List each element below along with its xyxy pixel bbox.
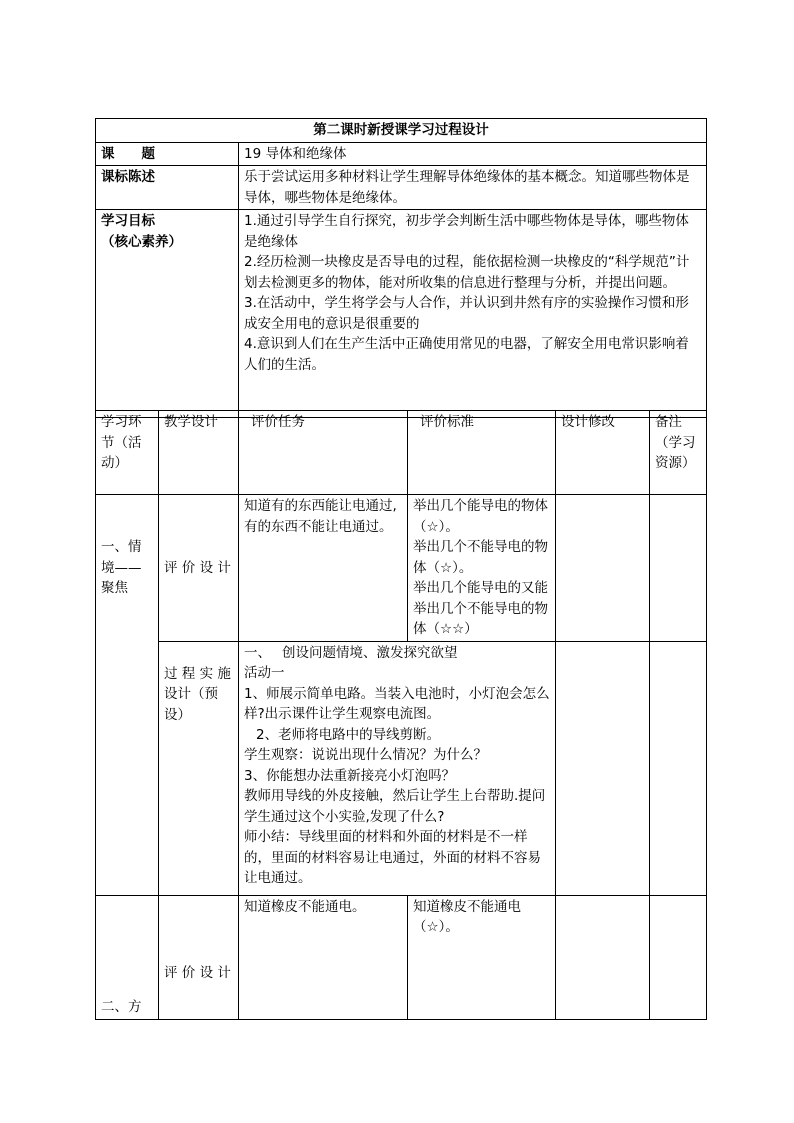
phase-cell-1-cont (96, 641, 159, 895)
eval-task-1: 知道有的东西能让电通过,有的东西不能让电通过。 (239, 495, 408, 642)
process-line: 一、 创设问题情境、激发探究欲望 (244, 644, 458, 661)
col-header-criteria: 评价标准 (408, 411, 556, 495)
note-cell-1 (650, 495, 707, 642)
process-line: 1、师展示简单电路。当装入电池时，小灯泡会怎么样?出示课件让学生观察电流图。 (244, 685, 550, 722)
process-content (239, 641, 556, 895)
topic-label: 课 题 (96, 142, 239, 166)
eval-design-label-1: 评 价 设 计 (159, 495, 239, 642)
note-cell-3 (650, 895, 707, 1019)
topic-value: 19 导体和绝缘体 (239, 142, 707, 166)
process-line: 活动一 (244, 665, 285, 681)
process-table (95, 410, 707, 1020)
process-line: 师小结：导线里面的材料和外面的材料是不一样的，里面的材料容易让电通过，外面的材料不容易让电通过。 (244, 829, 541, 886)
goal-label (96, 210, 239, 418)
goal-item: 4.意识到人们在生产生活中正确使用常见的电器，了解安全用电常识影响着人们的生活。 (244, 336, 689, 373)
process-line: 2、老师将电路中的导线剪断。 (256, 726, 441, 743)
process-label-line1: 过 程 实 施 (164, 665, 231, 682)
process-line: 教师用导线的外皮接触，然后让学生上台帮助.提问学生通过这个小实验,发现了什么? (244, 788, 546, 825)
goal-label-line1: 学习目标 (101, 213, 155, 229)
col-header-note: 备注（学习资源） (650, 411, 707, 495)
header-table (95, 118, 707, 418)
goal-item: 3.在活动中，学生将学会与人合作，并认识到井然有序的实验操作习惯和形成安全用电的意识是很重要的 (244, 295, 689, 332)
process-line: 学生观察：说说出现什么情况？为什么？ (244, 747, 487, 763)
criteria-cell-2: 知道橡皮不能通电（☆）。 (408, 895, 556, 1019)
process-design-label (159, 641, 239, 895)
col-header-phase: 学习环节（活动） (96, 411, 159, 495)
revision-cell-3 (556, 895, 650, 1019)
eval-design-label-2: 评 价 设 计 (159, 895, 239, 1019)
goal-list (239, 210, 707, 418)
criteria-item: 举出几个不能导电的物体（☆）。 (413, 539, 548, 576)
goal-item: 2.经历检测一块橡皮是否导电的过程，能依据检测一块橡皮的“科学规范”计划去检测更多的物体，能对所收集的信息进行整理与分析，并提出问题。 (244, 254, 690, 291)
standard-value: 乐于尝试运用多种材料让学生理解导体绝缘体的基本概念。知道哪些物体是导体，哪些物体是绝缘体。 (239, 166, 707, 210)
criteria-item: 举出几个能导电的又能举出几个不能导电的物体（☆☆） (413, 580, 548, 637)
document-title: 第二课时新授课学习过程设计 (96, 119, 707, 143)
goal-label-line2: （核心素养） (101, 233, 182, 250)
phase-cell-2: 二、方 (96, 895, 159, 1019)
criteria-cell-1 (408, 495, 556, 642)
process-line: 3、你能想办法重新接亮小灯泡吗？ (244, 767, 456, 784)
process-label-line2: 设计（预设） (164, 686, 218, 723)
col-header-revision: 设计修改 (556, 411, 650, 495)
standard-label: 课标陈述 (96, 166, 239, 210)
col-header-task: 评价任务 (239, 411, 408, 495)
eval-task-2: 知道橡皮不能通电。 (239, 895, 408, 1019)
note-cell-2 (650, 641, 707, 895)
goal-item: 1.通过引导学生自行探究，初步学会判断生活中哪些物体是导体，哪些物体是绝缘体 (244, 213, 689, 250)
revision-cell-2 (556, 641, 650, 895)
phase-cell-1: 一、情境——聚焦 (96, 495, 159, 642)
revision-cell-1 (556, 495, 650, 642)
col-header-design: 教学设计 (159, 411, 239, 495)
criteria-item: 举出几个能导电的物体（☆）。 (413, 498, 548, 535)
